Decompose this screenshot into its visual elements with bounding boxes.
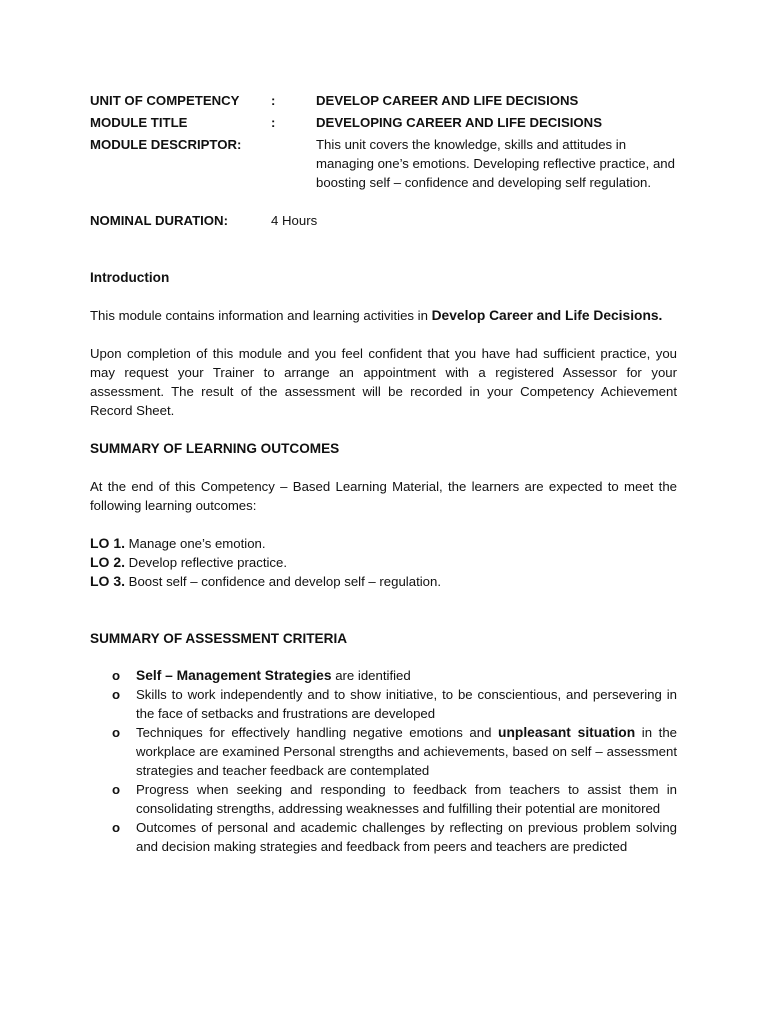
course-name: Develop Career and Life Decisions. <box>431 308 663 323</box>
criteria-1-text: are identified <box>331 668 411 683</box>
nominal-duration-value: 4 Hours <box>271 213 318 228</box>
unit-value: DEVELOP CAREER AND LIFE DECISIONS <box>316 93 579 108</box>
criteria-item-4 <box>90 780 677 818</box>
lo-1-text: Manage one’s emotion. <box>125 536 266 551</box>
unit-colon: : <box>271 93 276 108</box>
criteria-4-text: Progress when seeking and responding to feedback from teachers to assist them in consolidating strengths, addressing weaknesses and fulfilling their potential are monitored <box>136 782 677 816</box>
assessment-criteria-list <box>90 666 677 856</box>
document-page <box>90 91 677 856</box>
module-descriptor-text: This unit covers the knowledge, skills and attitudes in managing one’s emotions. Developing reflective practice, and boosting self – confidence and developing self regulation. <box>316 137 675 190</box>
unit-of-competency-row <box>90 91 677 113</box>
assessment-criteria-heading: SUMMARY OF ASSESSMENT CRITERIA <box>90 631 348 646</box>
introduction-paragraph: Upon completion of this module and you feel confident that you have had sufficient practice, you may request your Trainer to arrange an appointment with a registered Assessor for your assessment. The result of the assessment will be recorded in your Competency Achievement Record Sheet. <box>90 346 677 418</box>
module-title-label: MODULE TITLE <box>90 115 188 130</box>
lo-3-text: Boost self – confidence and develop self – regulation. <box>125 574 441 589</box>
lo-1-key: LO 1. <box>90 535 126 551</box>
criteria-item-5 <box>90 818 677 856</box>
lo-2-text: Develop reflective practice. <box>125 555 288 570</box>
introduction-line-text: This module contains information and learning activities in <box>90 308 432 323</box>
criteria-item-2 <box>90 685 677 723</box>
nominal-duration-row <box>90 211 677 230</box>
module-descriptor-label: MODULE DESCRIPTOR: <box>90 137 242 152</box>
module-title-value: DEVELOPING CAREER AND LIFE DECISIONS <box>316 115 603 130</box>
learning-outcome-2 <box>90 553 677 572</box>
nominal-duration-label: NOMINAL DURATION: <box>90 213 228 228</box>
module-descriptor-row <box>90 135 677 192</box>
learning-outcomes-intro: At the end of this Competency – Based Learning Material, the learners are expected to meet the following learning outcomes: <box>90 479 677 513</box>
learning-outcomes-heading: SUMMARY OF LEARNING OUTCOMES <box>90 441 340 456</box>
introduction-line <box>90 306 677 325</box>
criteria-item-3 <box>90 723 677 780</box>
criteria-3-bold: unpleasant situation <box>498 725 636 740</box>
module-title-row <box>90 113 677 135</box>
criteria-3-text: in the workplace are examined Personal strengths and achievements, based on self – assessment strategies and teacher feedback are contemplated <box>136 725 677 778</box>
bullet-icon: o <box>112 725 121 740</box>
bullet-icon: o <box>112 782 121 797</box>
bullet-icon: o <box>112 687 121 702</box>
module-title-colon: : <box>271 115 276 130</box>
lo-2-key: LO 2. <box>90 554 126 570</box>
bullet-icon: o <box>112 668 121 683</box>
criteria-1-bold: Self – Management Strategies <box>136 668 332 683</box>
criteria-3-prefix: Techniques for effectively handling negative emotions and <box>136 725 499 740</box>
learning-outcome-3 <box>90 572 677 591</box>
criteria-item-1 <box>90 666 677 685</box>
lo-3-key: LO 3. <box>90 573 126 589</box>
bullet-icon: o <box>112 820 121 835</box>
criteria-5-text: Outcomes of personal and academic challenges by reflecting on previous problem solving and decision making strategies and feedback from peers and teachers are predicted <box>136 820 677 854</box>
criteria-2-text: Skills to work independently and to show initiative, to be conscientious, and persevering in the face of setbacks and frustrations are developed <box>136 687 677 721</box>
learning-outcome-1 <box>90 534 677 553</box>
unit-label: UNIT OF COMPETENCY <box>90 93 240 108</box>
introduction-heading: Introduction <box>90 270 170 285</box>
